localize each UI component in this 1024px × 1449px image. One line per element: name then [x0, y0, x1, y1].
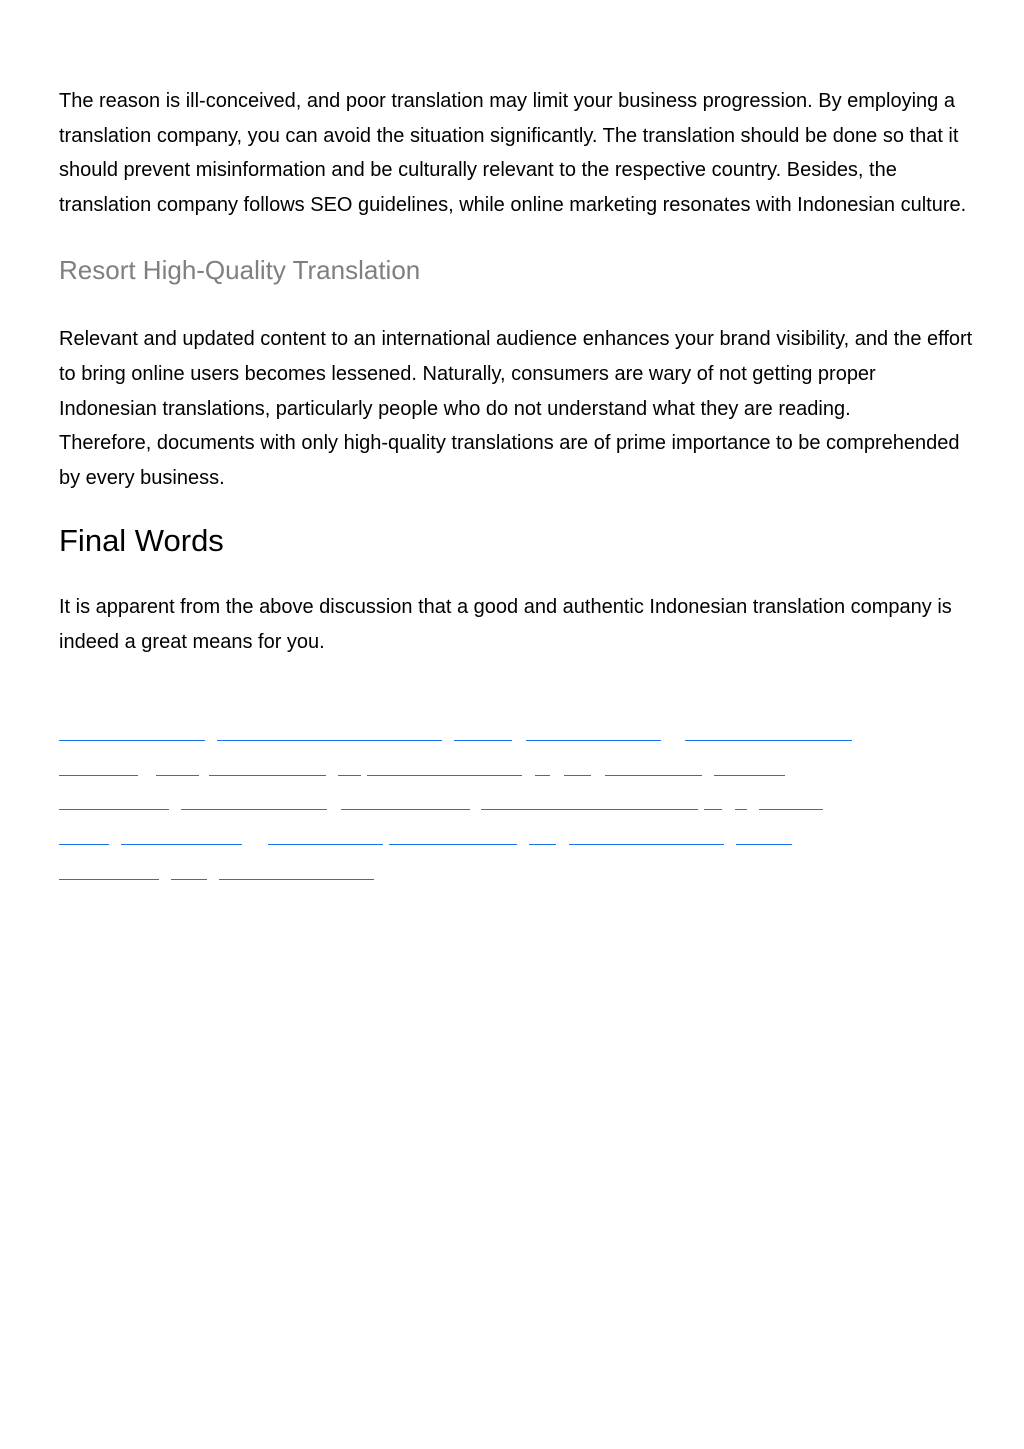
hyperlink[interactable] [338, 775, 361, 776]
paragraph-translation-risks: The reason is ill-conceived, and poor translation may limit your business progression. By employing a translation company, you can avoid the situation significantly. The translation should be done so that it should prevent misinformation and be culturally relevant to the respective country. Besides, the translation company follows SEO guidelines, while online marketing resonates with Indonesian culture. [59, 90, 967, 216]
hyperlink[interactable] [217, 740, 442, 741]
hyperlink[interactable] [529, 844, 556, 845]
hyperlink[interactable] [268, 844, 383, 845]
hyperlink[interactable] [735, 809, 747, 810]
hyperlink[interactable] [59, 844, 109, 845]
hyperlink[interactable] [685, 740, 852, 741]
hyperlink[interactable] [59, 879, 159, 880]
hyperlink[interactable] [569, 844, 724, 845]
hyperlink[interactable] [736, 844, 792, 845]
hyperlink[interactable] [481, 809, 698, 810]
hyperlink[interactable] [389, 844, 517, 845]
hyperlink[interactable] [59, 740, 205, 741]
link-row [59, 819, 974, 854]
link-row [59, 716, 974, 751]
hyperlink[interactable] [535, 775, 550, 776]
hyperlink[interactable] [714, 775, 785, 776]
link-row [59, 854, 974, 889]
hyperlink[interactable] [564, 775, 591, 776]
paragraph-prime-importance: Therefore, documents with only high-quality translations are of prime importance to be comprehended by every business. [59, 432, 960, 489]
hyperlink[interactable] [181, 809, 327, 810]
hyperlink[interactable] [341, 809, 470, 810]
hyperlink[interactable] [171, 879, 207, 880]
hyperlink[interactable] [605, 775, 702, 776]
hyperlink[interactable] [59, 775, 138, 776]
hyperlink-block [59, 716, 974, 889]
hyperlink[interactable] [759, 809, 823, 810]
hyperlink[interactable] [454, 740, 512, 741]
link-row [59, 750, 974, 785]
hyperlink[interactable] [367, 775, 522, 776]
spacer [59, 287, 974, 322]
paragraph-brand-visibility: Relevant and updated content to an international audience enhances your brand visibility, and the effort to bring online users becomes lessened. Naturally, consumers are wary of not getting proper Indonesian translations, particularly people who do not understand what they are reading. [59, 328, 973, 420]
spacer [59, 495, 974, 521]
spacer [59, 660, 974, 716]
paragraph-conclusion: It is apparent from the above discussion that a good and authentic Indonesian translation company is indeed a great means for you. [59, 596, 952, 653]
hyperlink[interactable] [526, 740, 661, 741]
heading-final-words: Final Words [59, 523, 224, 559]
document-page [59, 84, 974, 889]
hyperlink[interactable] [209, 775, 326, 776]
hyperlink[interactable] [704, 809, 722, 810]
link-row [59, 785, 974, 820]
subheading-high-quality-translation: Resort High-Quality Translation [59, 255, 421, 286]
spacer [59, 561, 974, 590]
hyperlink[interactable] [59, 809, 169, 810]
spacer [59, 222, 974, 253]
hyperlink[interactable] [219, 879, 374, 880]
hyperlink[interactable] [156, 775, 199, 776]
hyperlink[interactable] [121, 844, 242, 845]
